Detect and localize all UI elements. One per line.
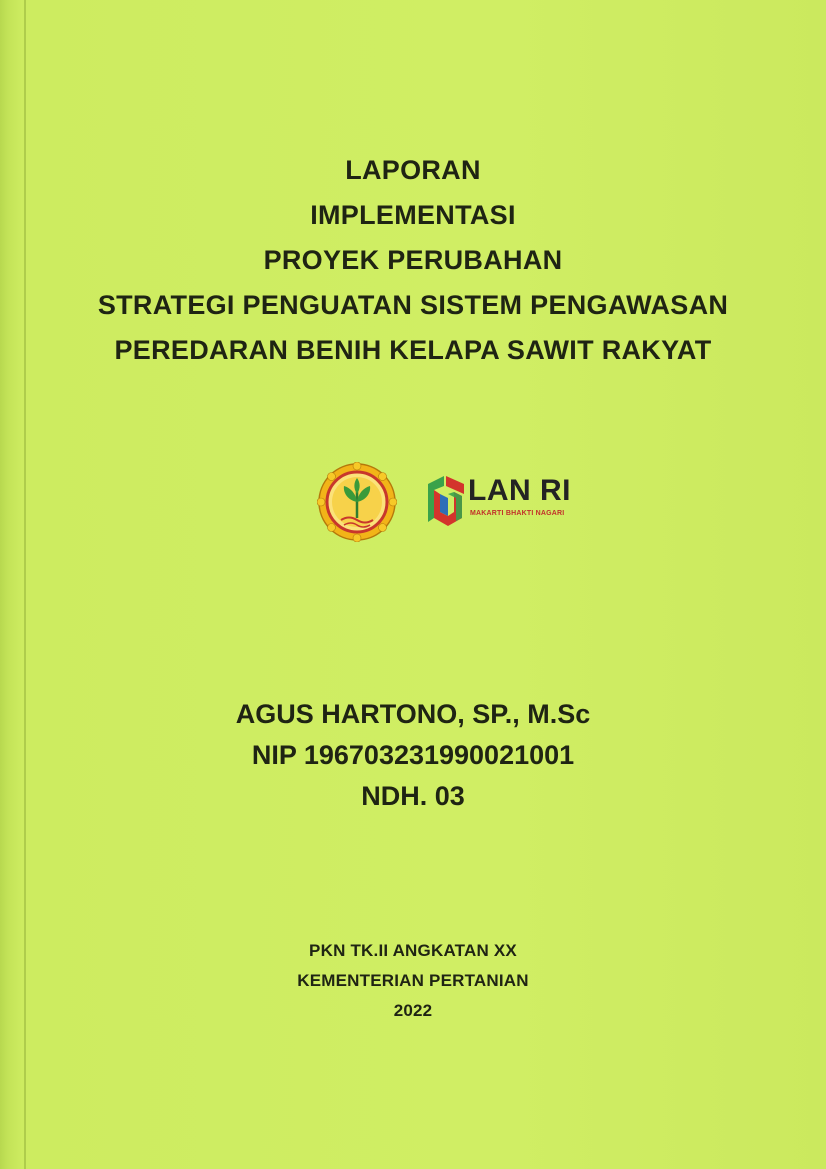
logo-row xyxy=(0,462,826,542)
title-line-1: LAPORAN xyxy=(345,155,481,185)
footer-year: 2022 xyxy=(393,1001,433,1020)
title-line-4: STRATEGI PENGUATAN SISTEM PENGAWASAN xyxy=(97,290,729,320)
lan-ri-logo xyxy=(424,472,574,532)
author-ndh: NDH. 03 xyxy=(361,781,465,811)
lan-ri-logo-icon xyxy=(424,472,468,528)
author-name: AGUS HARTONO, SP., M.Sc xyxy=(235,699,591,729)
kementerian-pertanian-emblem-icon xyxy=(317,462,397,542)
title-line-2: IMPLEMENTASI xyxy=(310,200,516,230)
footer-program: PKN TK.II ANGKATAN XX xyxy=(309,941,517,960)
author-nip: NIP 196703231990021001 xyxy=(251,740,575,770)
title-line-5: PEREDARAN BENIH KELAPA SAWIT RAKYAT xyxy=(114,335,712,365)
footer-block xyxy=(0,936,826,1026)
lan-ri-name: LAN RI xyxy=(468,474,571,507)
report-title xyxy=(0,148,826,373)
footer-institution: KEMENTERIAN PERTANIAN xyxy=(297,971,529,990)
title-line-3: PROYEK PERUBAHAN xyxy=(263,245,563,275)
lan-ri-tagline: MAKARTI BHAKTI NAGARI xyxy=(470,510,565,517)
author-block xyxy=(0,694,826,817)
